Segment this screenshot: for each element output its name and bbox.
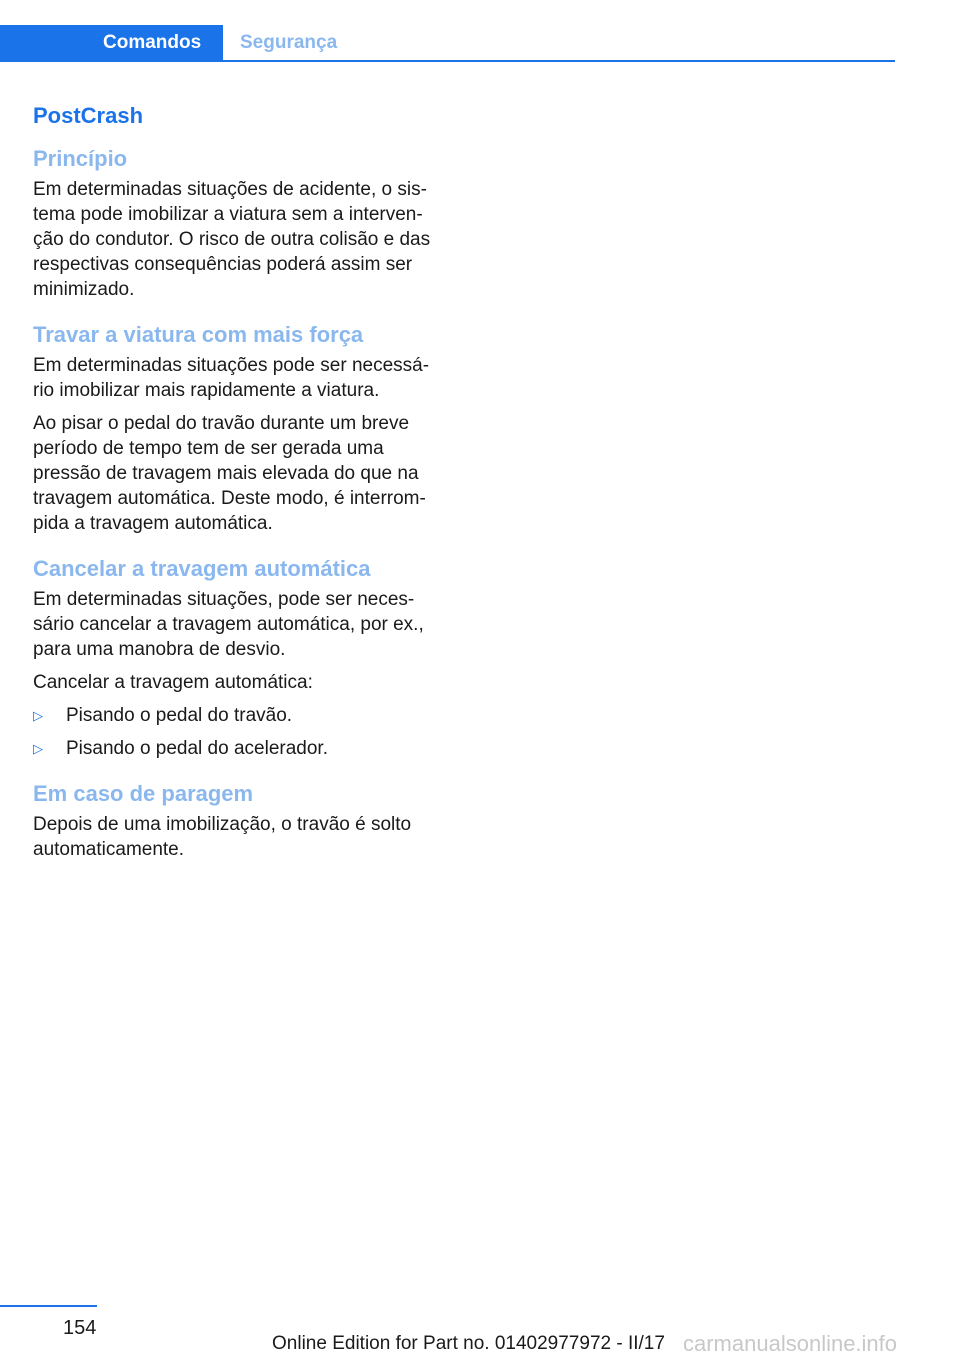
tab-seguranca[interactable]: Segurança — [240, 32, 338, 53]
watermark: carmanualsonline.info — [683, 1331, 898, 1356]
section-travar — [33, 321, 453, 536]
page-title: PostCrash — [33, 103, 144, 128]
section-principio — [33, 145, 453, 302]
paragraph: Em determinadas situações, pode ser neces- sário cancelar a travagem automática, por ex., para uma manobra de desvio. — [33, 589, 424, 660]
paragraph: Cancelar a travagem automática: — [33, 672, 313, 693]
paragraph: Ao pisar o pedal do travão durante um breve período de tempo tem de ser gerada uma pressão de travagem mais elevada do que na travagem automática. Deste modo, é interrom- pida a travagem automática. — [33, 413, 426, 534]
footer-divider — [0, 1305, 97, 1307]
paragraph: Em determinadas situações de acidente, o sis- tema pode imobilizar a viatura sem a interven- ção do condutor. O risco de outra colisão e das respectivas consequências poderá assim ser minimizado. — [33, 179, 431, 300]
main-content — [33, 102, 453, 881]
list-item-text: Pisando o pedal do acelerador. — [66, 738, 328, 759]
triangle-bullet-icon: ▷ — [33, 741, 43, 756]
section-heading: Travar a viatura com mais força — [33, 322, 364, 347]
edition-text: Online Edition for Part no. 01402977972 - II/17 — [272, 1333, 665, 1354]
list-item — [33, 736, 453, 761]
section-paragem — [33, 780, 453, 862]
list-item — [33, 703, 453, 728]
header-tabs — [0, 25, 895, 62]
paragraph: Em determinadas situações pode ser necessá- rio imobilizar mais rapidamente a viatura. — [33, 355, 430, 401]
section-cancelar — [33, 555, 453, 761]
section-heading: Cancelar a travagem automática — [33, 556, 371, 581]
header-divider — [0, 60, 895, 62]
triangle-bullet-icon: ▷ — [33, 708, 43, 723]
list-item-text: Pisando o pedal do travão. — [66, 705, 293, 726]
page-number: 154 — [63, 1317, 97, 1339]
tab-comandos[interactable]: Comandos — [0, 25, 223, 62]
section-heading: Em caso de paragem — [33, 781, 254, 806]
section-heading: Princípio — [33, 146, 128, 171]
paragraph: Depois de uma imobilização, o travão é solto automaticamente. — [33, 814, 412, 860]
